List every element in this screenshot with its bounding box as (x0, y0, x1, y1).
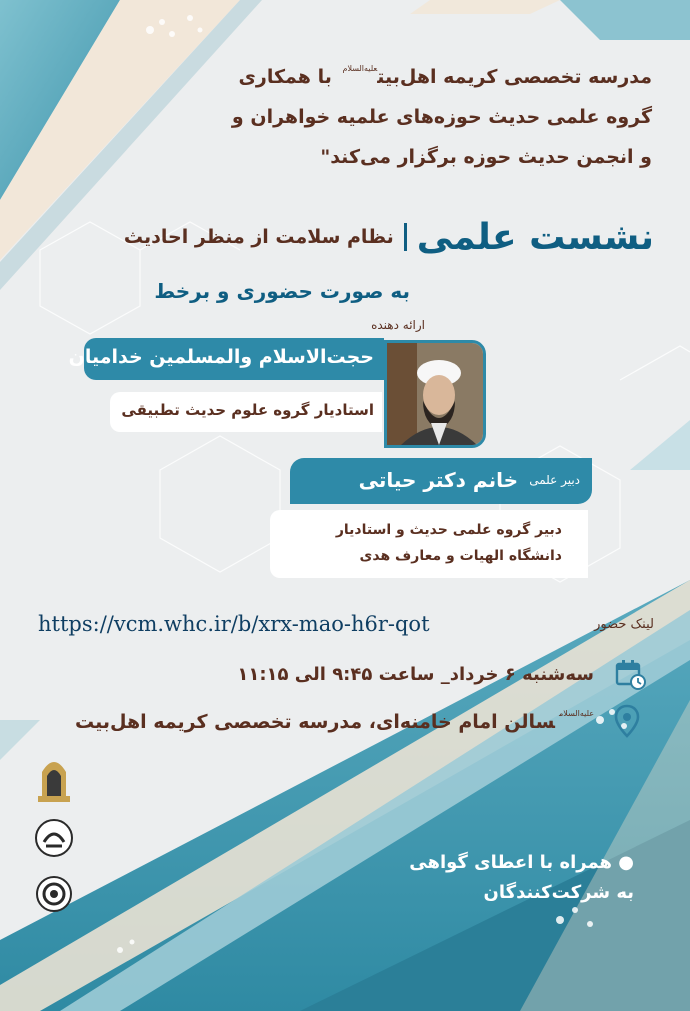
link-label: لینک حضور (594, 617, 654, 632)
presenter-photo (384, 340, 486, 448)
intro-honorific: علیه‌السلام (342, 64, 378, 73)
calendar-icon (614, 658, 646, 690)
karimeh-logo-icon (34, 752, 74, 804)
bullet-icon: ● (618, 852, 634, 873)
presenter-name: حجت‌الاسلام والمسلمین خدامیان (68, 346, 374, 368)
event-venue (75, 711, 594, 733)
certificate-text-1: همراه با اعطای گواهی (409, 852, 612, 873)
certificate-line-1 (374, 848, 634, 878)
venue-name: سالن امام خامنه‌ای، مدرسه تخصصی کریمه اهل‌بیت (74, 711, 556, 733)
secretary-description-box (270, 510, 588, 578)
venue-honorific: علیه‌السلام (559, 709, 594, 718)
presenter-portrait-icon (387, 343, 483, 445)
location-pin-icon (614, 704, 640, 738)
certificate-text-2: به شرکت‌کنندگان (483, 882, 634, 903)
title-separator (404, 223, 407, 251)
presenter-title-box (110, 392, 382, 432)
secretary-name: خانم دکتر حیاتی (358, 468, 518, 492)
secretary-name-box (290, 458, 592, 504)
intro-line-1a: مدرسه تخصصی کریمه اهل‌بیت (377, 66, 652, 88)
presenter-title: استادیار گروه علوم حدیث تطبیقی (121, 401, 374, 419)
secretary-desc-line-1: دبیر گروه علمی حدیث و استادیار (335, 522, 562, 538)
intro-line-1b: با همکاری (238, 66, 332, 88)
title-row (34, 212, 654, 262)
intro-line-3: و انجمن حدیث حوزه برگزار می‌کند" (320, 146, 652, 168)
hadith-association-logo-icon (34, 818, 74, 858)
event-date: سه‌شنبه ۶ خرداد_ ساعت ۹:۴۵ الی ۱۱:۱۵ (237, 664, 594, 685)
meeting-link[interactable]: https://vcm.whc.ir/b/xrx-mao-h6r-qot (38, 612, 430, 636)
intro-line-1 (52, 66, 652, 92)
presenter-name-box (68, 338, 384, 380)
secretary-desc-line-2: دانشگاه الهیات و معارف هدی (359, 548, 562, 564)
secretary-role: دبیر علمی (529, 473, 580, 487)
intro-line-2: گروه علمی حدیث حوزه‌های علمیه خواهران و (231, 106, 652, 128)
presenter-role: ارائه دهنده (371, 318, 425, 332)
attendance-mode: به صورت حضوری و برخط (154, 279, 410, 303)
event-title: نشست علمی (416, 216, 654, 258)
seminary-logo-icon (34, 874, 74, 914)
certificate-note (374, 848, 634, 908)
event-subtitle: نظام سلامت از منظر احادیث (123, 226, 394, 248)
